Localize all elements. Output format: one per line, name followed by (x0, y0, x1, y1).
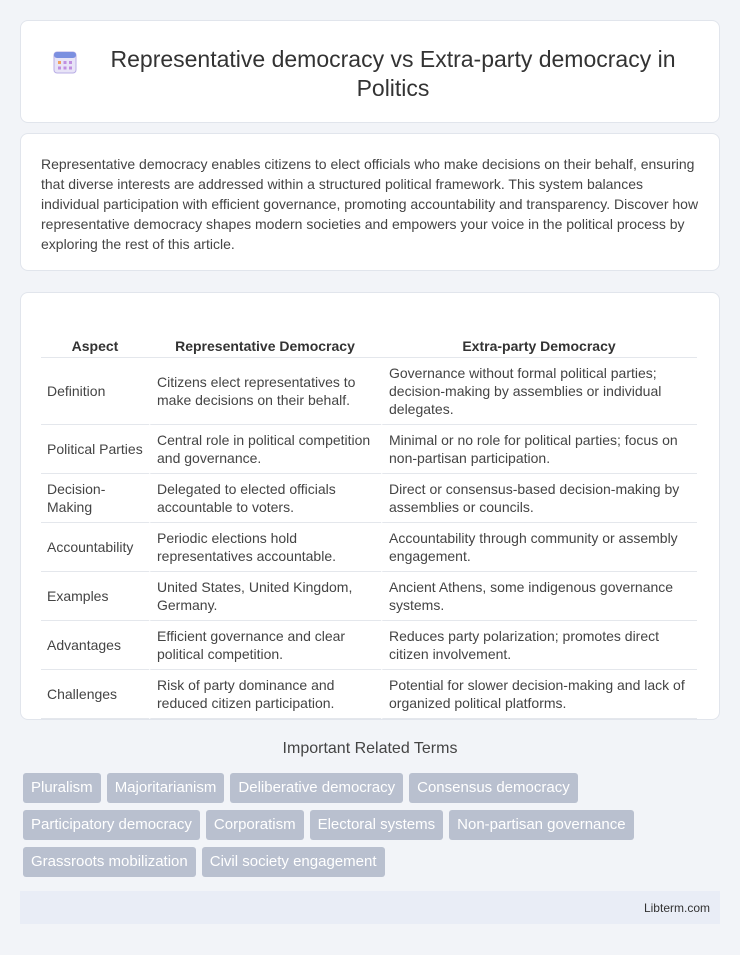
page-title: Representative democracy vs Extra-party democracy in Politics (110, 46, 676, 101)
calendar-icon (52, 49, 78, 75)
table-row (41, 670, 697, 719)
tag-civil-society-engagement[interactable]: Civil society engagement (202, 847, 385, 877)
tag-pluralism[interactable]: Pluralism (23, 773, 101, 803)
table-header-row (41, 313, 697, 358)
related-terms-title: Important Related Terms (282, 740, 458, 757)
cell-representative: Efficient governance and clear political competition. (149, 621, 381, 670)
table-row (41, 621, 697, 670)
tag-corporatism[interactable]: Corporatism (206, 810, 304, 840)
cell-extra-party: Governance without formal political parties; decision-making by assemblies or individual delegates. (381, 358, 697, 425)
comparison-card (20, 292, 720, 720)
cell-extra-party: Accountability through community or assembly engagement. (381, 523, 697, 572)
tag-majoritarianism[interactable]: Majoritarianism (107, 773, 225, 803)
footer-site-link[interactable]: Libterm.com (643, 901, 710, 915)
cell-aspect: Challenges (41, 670, 149, 719)
cell-representative: Citizens elect representatives to make decisions on their behalf. (149, 358, 381, 425)
tag-non-partisan-governance[interactable]: Non-partisan governance (449, 810, 633, 840)
cell-representative: United States, United Kingdom, Germany. (149, 572, 381, 621)
tag-deliberative-democracy[interactable]: Deliberative democracy (230, 773, 403, 803)
cell-representative: Delegated to elected officials accountable to voters. (149, 474, 381, 523)
table-row (41, 425, 697, 474)
cell-representative: Central role in political competition and governance. (149, 425, 381, 474)
footer (20, 891, 720, 924)
header-extra-party: Extra-party Democracy (381, 313, 697, 358)
table-row (41, 474, 697, 523)
comparison-table (41, 313, 697, 719)
intro-text: Representative democracy enables citizens to elect officials who make decisions on their behalf, ensuring that diverse interests are addressed within a structured political framework. This system balances individual participation with efficient governance, promoting accountability and transparency. Discover how representative democracy shapes modern societies and empowers your voice in the political process by exploring the rest of this article. (41, 156, 699, 252)
tag-electoral-systems[interactable]: Electoral systems (310, 810, 444, 840)
intro-card (20, 133, 720, 271)
cell-extra-party: Potential for slower decision-making and lack of organized political platforms. (381, 670, 697, 719)
cell-aspect: Examples (41, 572, 149, 621)
header-representative: Representative Democracy (149, 313, 381, 358)
table-row (41, 572, 697, 621)
cell-extra-party: Ancient Athens, some indigenous governance systems. (381, 572, 697, 621)
cell-aspect: Decision-Making (41, 474, 149, 523)
header-aspect: Aspect (41, 313, 149, 358)
cell-aspect: Political Parties (41, 425, 149, 474)
cell-extra-party: Minimal or no role for political parties; focus on non-partisan participation. (381, 425, 697, 474)
cell-aspect: Definition (41, 358, 149, 425)
cell-aspect: Advantages (41, 621, 149, 670)
related-terms-tags (23, 773, 723, 884)
table-row (41, 523, 697, 572)
table-row (41, 358, 697, 425)
tag-consensus-democracy[interactable]: Consensus democracy (409, 773, 578, 803)
header-card (20, 20, 720, 123)
cell-extra-party: Reduces party polarization; promotes direct citizen involvement. (381, 621, 697, 670)
cell-aspect: Accountability (41, 523, 149, 572)
cell-representative: Periodic elections hold representatives accountable. (149, 523, 381, 572)
cell-extra-party: Direct or consensus-based decision-making by assemblies or councils. (381, 474, 697, 523)
tag-participatory-democracy[interactable]: Participatory democracy (23, 810, 200, 840)
tag-grassroots-mobilization[interactable]: Grassroots mobilization (23, 847, 196, 877)
cell-representative: Risk of party dominance and reduced citizen participation. (149, 670, 381, 719)
